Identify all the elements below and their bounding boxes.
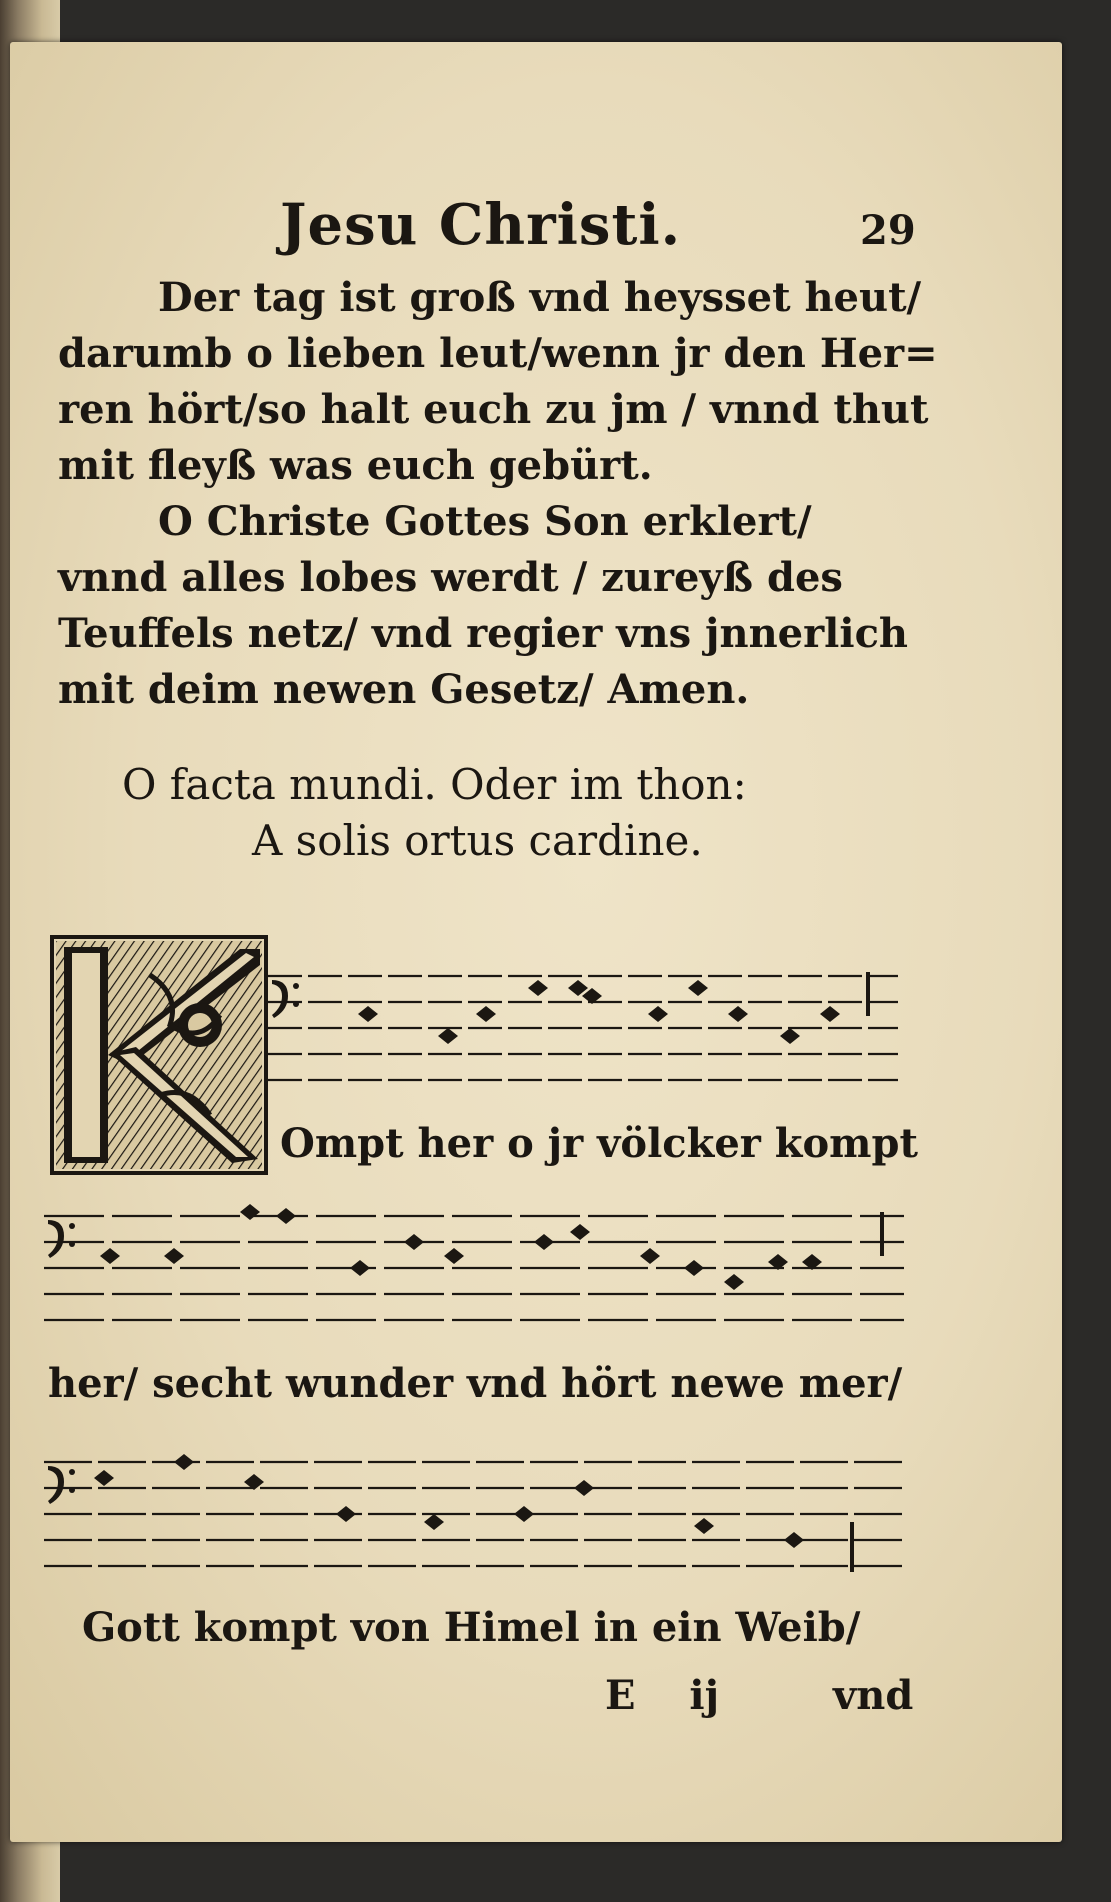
text-line: Der tag ist groß vnd heysset heut/ <box>158 274 922 321</box>
signature-mark: E ij <box>605 1672 720 1719</box>
text-line: ren hört/so halt euch zu jm / vnnd thut <box>58 386 929 433</box>
lyric-line: Ompt her o jr völcker kompt <box>280 1120 918 1167</box>
stanza-text <box>58 270 938 718</box>
music-staff <box>268 962 908 1102</box>
text-line: O Christe Gottes Son erklert/ <box>158 498 812 545</box>
music-staff <box>44 1202 914 1342</box>
hymn-heading <box>122 757 882 869</box>
page-number: 29 <box>860 207 916 254</box>
music-staff <box>44 1442 914 1592</box>
catchword: vnd <box>833 1672 914 1719</box>
hymn-heading-line: A solis ortus cardine. <box>252 816 703 865</box>
text-line: mit fleyß was euch gebürt. <box>58 442 653 489</box>
text-line: darumb o lieben leut/wenn jr den Her= <box>58 330 938 377</box>
text-line: mit deim newen Gesetz/ Amen. <box>58 666 750 713</box>
hymn-heading-line: O facta mundi. Oder im thon: <box>122 760 747 809</box>
book-page <box>10 42 1062 1842</box>
text-line: vnnd alles lobes werdt / zureyß des <box>58 554 843 601</box>
running-head: Jesu Christi. <box>280 192 682 258</box>
woodcut-initial-k-icon <box>50 935 268 1175</box>
signature-line <box>605 1672 913 1719</box>
lyric-line: her/ secht wunder vnd hört newe mer/ <box>48 1360 903 1407</box>
text-line: Teuffels netz/ vnd regier vns jnnerlich <box>58 610 908 657</box>
lyric-line: Gott kompt von Himel in ein Weib/ <box>82 1604 861 1651</box>
